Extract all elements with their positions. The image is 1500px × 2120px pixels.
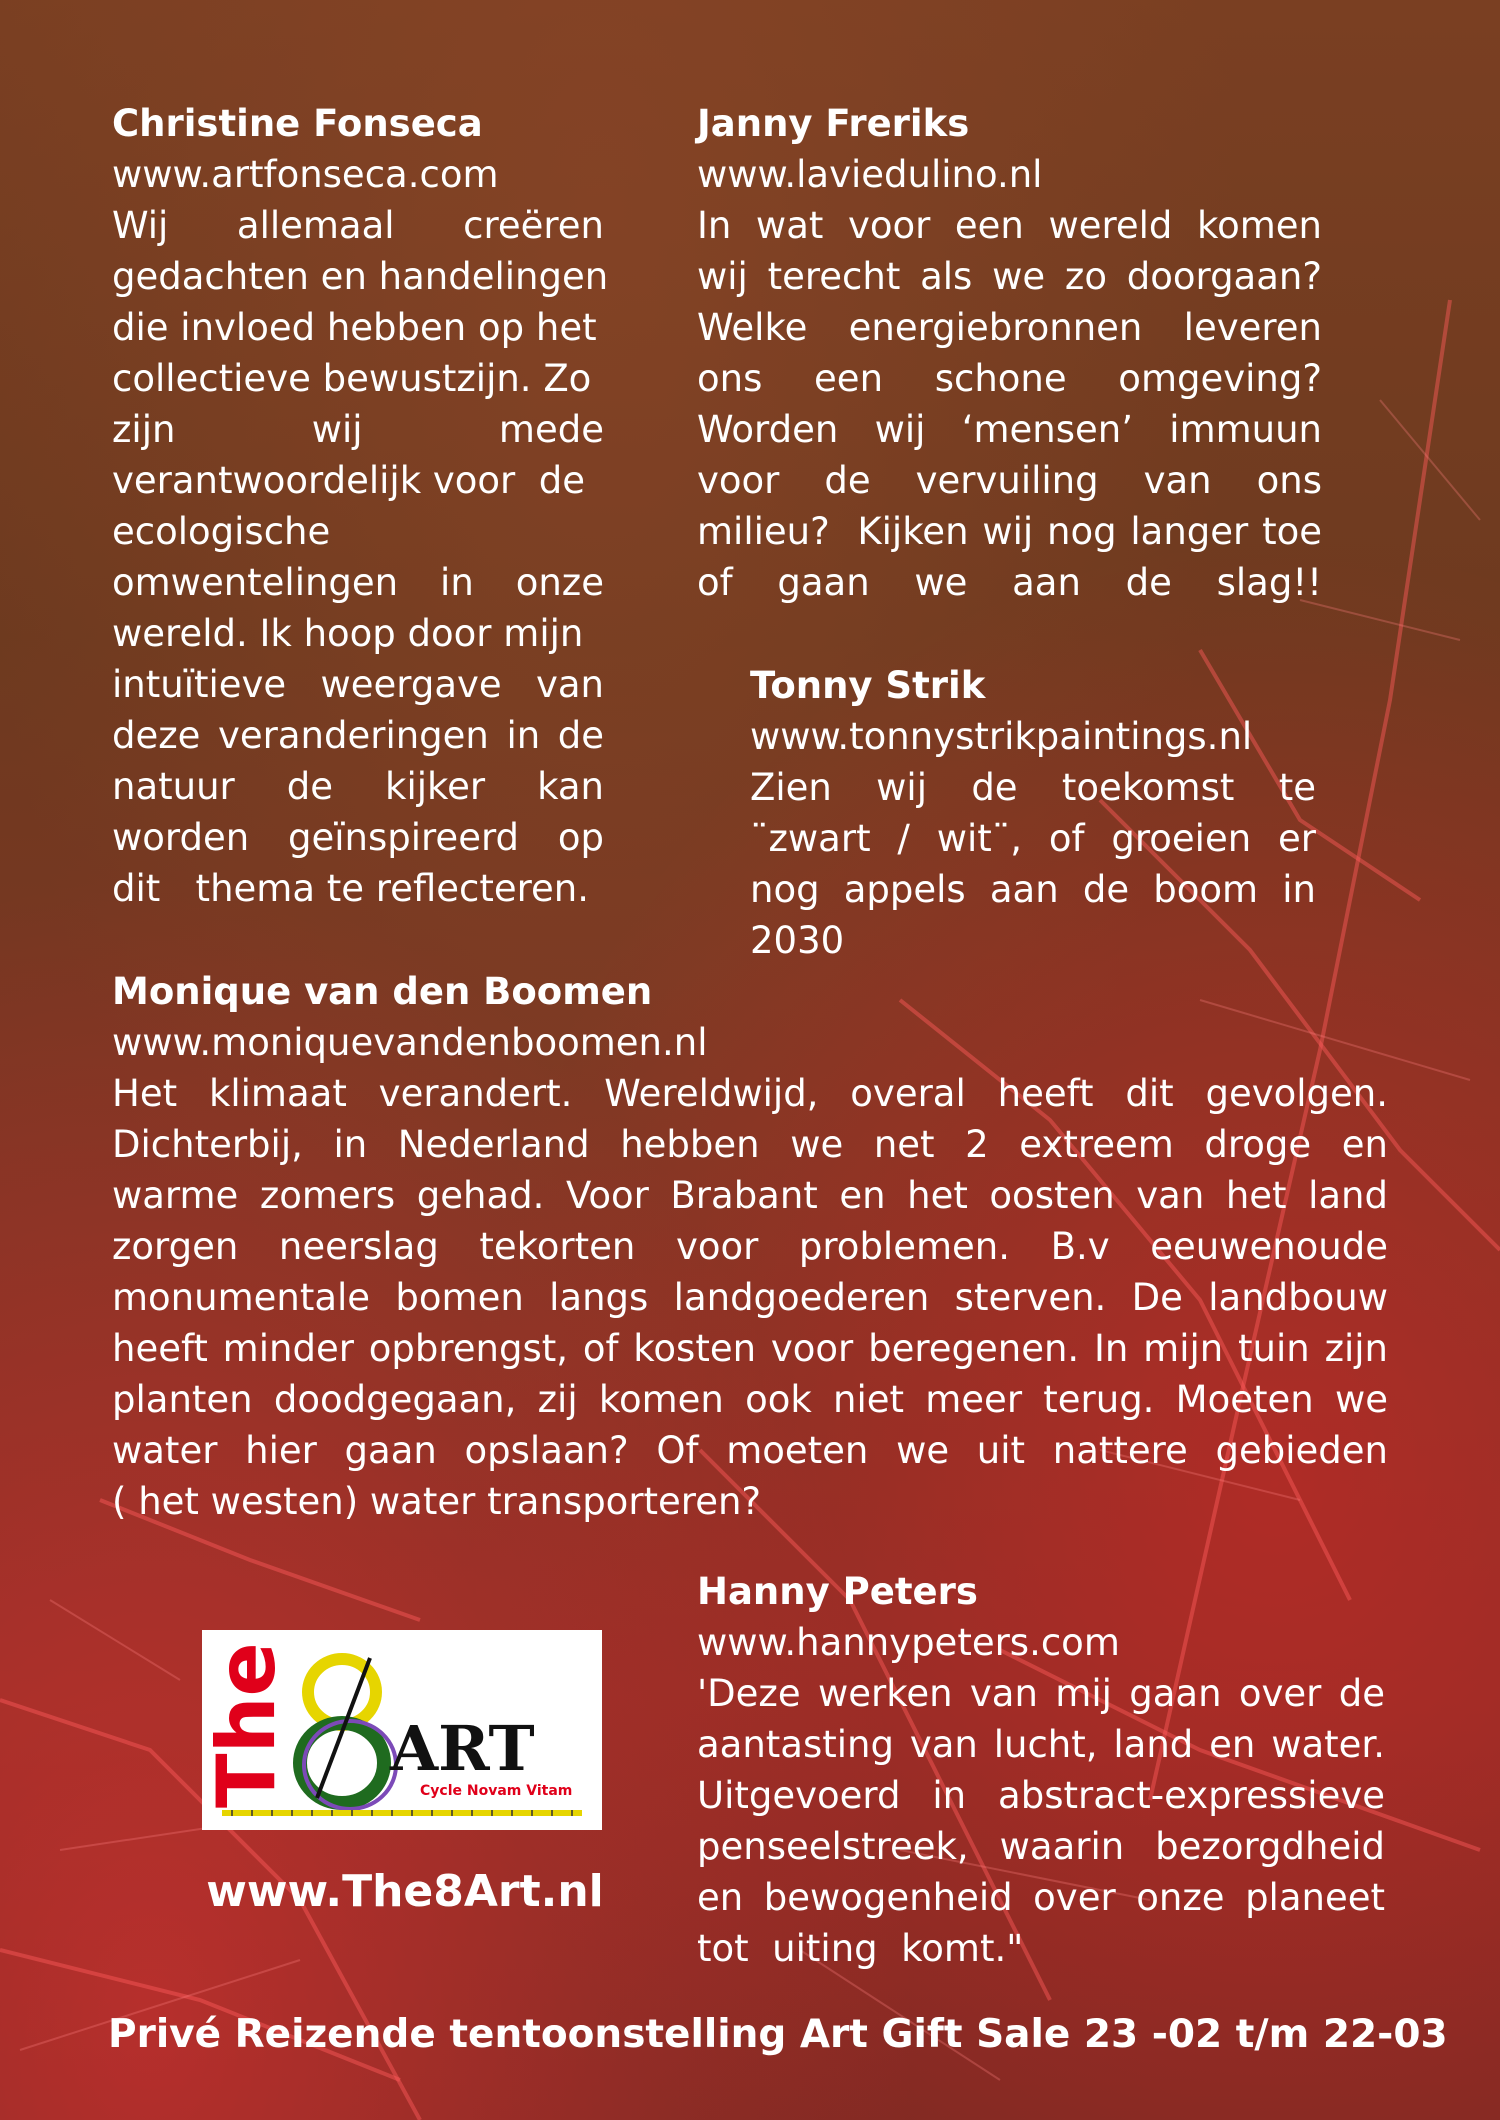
text-line: penseelstreek, waarin bezorgdheid — [697, 1825, 1385, 1868]
text-line: wereld. Ik hoop door mijn — [112, 612, 584, 655]
text-line: verantwoordelijk voor de — [112, 459, 586, 502]
text-line: heeft minder opbrengst, of kosten voor beregenen. In mijn tuin zijn — [112, 1327, 1388, 1370]
text-line: zijn wij mede — [112, 408, 604, 451]
artist-strik — [750, 660, 1316, 966]
text-line: of gaan we aan de slag!! — [697, 561, 1322, 604]
text-line: Uitgevoerd in abstract-expressieve — [697, 1774, 1385, 1817]
logo-tagline: Cycle Novam Vitam — [420, 1783, 573, 1799]
text-line: en bewogenheid over onze planeet — [697, 1876, 1385, 1919]
website-link[interactable]: www.The8Art.nl — [206, 1866, 604, 1917]
text-line: 2030 — [750, 919, 845, 962]
the8art-logo — [202, 1630, 602, 1830]
artist-peters — [697, 1566, 1385, 1974]
logo-graphic — [202, 1630, 602, 1830]
logo-the-text: The — [202, 1642, 293, 1808]
text-line: Het klimaat verandert. Wereldwijd, overal heeft dit gevolgen. — [112, 1072, 1388, 1115]
logo-art-text: ART — [390, 1712, 535, 1785]
text-line: milieu? Kijken wij nog langer toe — [697, 510, 1322, 553]
artist-boomen — [112, 966, 1388, 1527]
artist-name: Monique van den Boomen — [112, 970, 653, 1013]
artist-freriks — [697, 98, 1322, 608]
text-line: ¨zwart / wit¨, of groeien er — [750, 817, 1316, 860]
text-line: voor de vervuiling van ons — [697, 459, 1322, 502]
text-line: ecologische — [112, 510, 331, 553]
artist-url: www.artfonseca.com — [112, 153, 499, 196]
text-line: ons een schone omgeving? — [697, 357, 1322, 400]
text-line: natuur de kijker kan — [112, 765, 604, 808]
text-line: intuïtieve weergave van — [112, 663, 604, 706]
text-line: Dichterbij, in Nederland hebben we net 2 extreem droge en — [112, 1123, 1388, 1166]
text-line: ( het westen) water transporteren? — [112, 1480, 762, 1523]
text-line: water hier gaan opslaan? Of moeten we uit nattere gebieden — [112, 1429, 1388, 1472]
text-line: omwentelingen in onze — [112, 561, 604, 604]
text-line: deze veranderingen in de — [112, 714, 604, 757]
artist-name: Hanny Peters — [697, 1570, 978, 1613]
text-line: planten doodgegaan, zij komen ook niet meer terug. Moeten we — [112, 1378, 1388, 1421]
text-line: zorgen neerslag tekorten voor problemen. B.v eeuwenoude — [112, 1225, 1388, 1268]
text-line: nog appels aan de boom in — [750, 868, 1316, 911]
artist-url: www.laviedulino.nl — [697, 153, 1043, 196]
text-line: tot uiting komt." — [697, 1927, 1024, 1970]
artist-name: Christine Fonseca — [112, 102, 483, 145]
text-line: gedachten en handelingen — [112, 255, 609, 298]
text-line: die invloed hebben op het — [112, 306, 597, 349]
text-line: Wij allemaal creëren — [112, 204, 604, 247]
artist-url: www.moniquevandenboomen.nl — [112, 1021, 708, 1064]
text-line: Worden wij ‘mensen’ immuun — [697, 408, 1322, 451]
text-line: dit thema te reflecteren. — [112, 867, 590, 910]
text-line: Welke energiebronnen leveren — [697, 306, 1322, 349]
artist-fonseca — [112, 98, 609, 914]
artist-url: www.hannypeters.com — [697, 1621, 1120, 1664]
text-line: Zien wij de toekomst te — [750, 766, 1316, 809]
logo-ruler — [222, 1810, 582, 1816]
artist-name: Tonny Strik — [750, 664, 986, 707]
text-line: monumentale bomen langs landgoederen sterven. De landbouw — [112, 1276, 1388, 1319]
text-line: aantasting van lucht, land en water. — [697, 1723, 1385, 1766]
text-line: wij terecht als we zo doorgaan? — [697, 255, 1322, 298]
text-line: In wat voor een wereld komen — [697, 204, 1322, 247]
text-line: collectieve bewustzijn. Zo — [112, 357, 592, 400]
artist-url: www.tonnystrikpaintings.nl — [750, 715, 1253, 758]
text-line: 'Deze werken van mij gaan over de — [697, 1672, 1385, 1715]
text-line: warme zomers gehad. Voor Brabant en het oosten van het land — [112, 1174, 1388, 1217]
text-line: worden geïnspireerd op — [112, 816, 604, 859]
footer-announcement: Privé Reizende tentoonstelling Art Gift Sale 23 -02 t/m 22-03 — [108, 2012, 1448, 2057]
artist-name: Janny Freriks — [697, 102, 970, 145]
